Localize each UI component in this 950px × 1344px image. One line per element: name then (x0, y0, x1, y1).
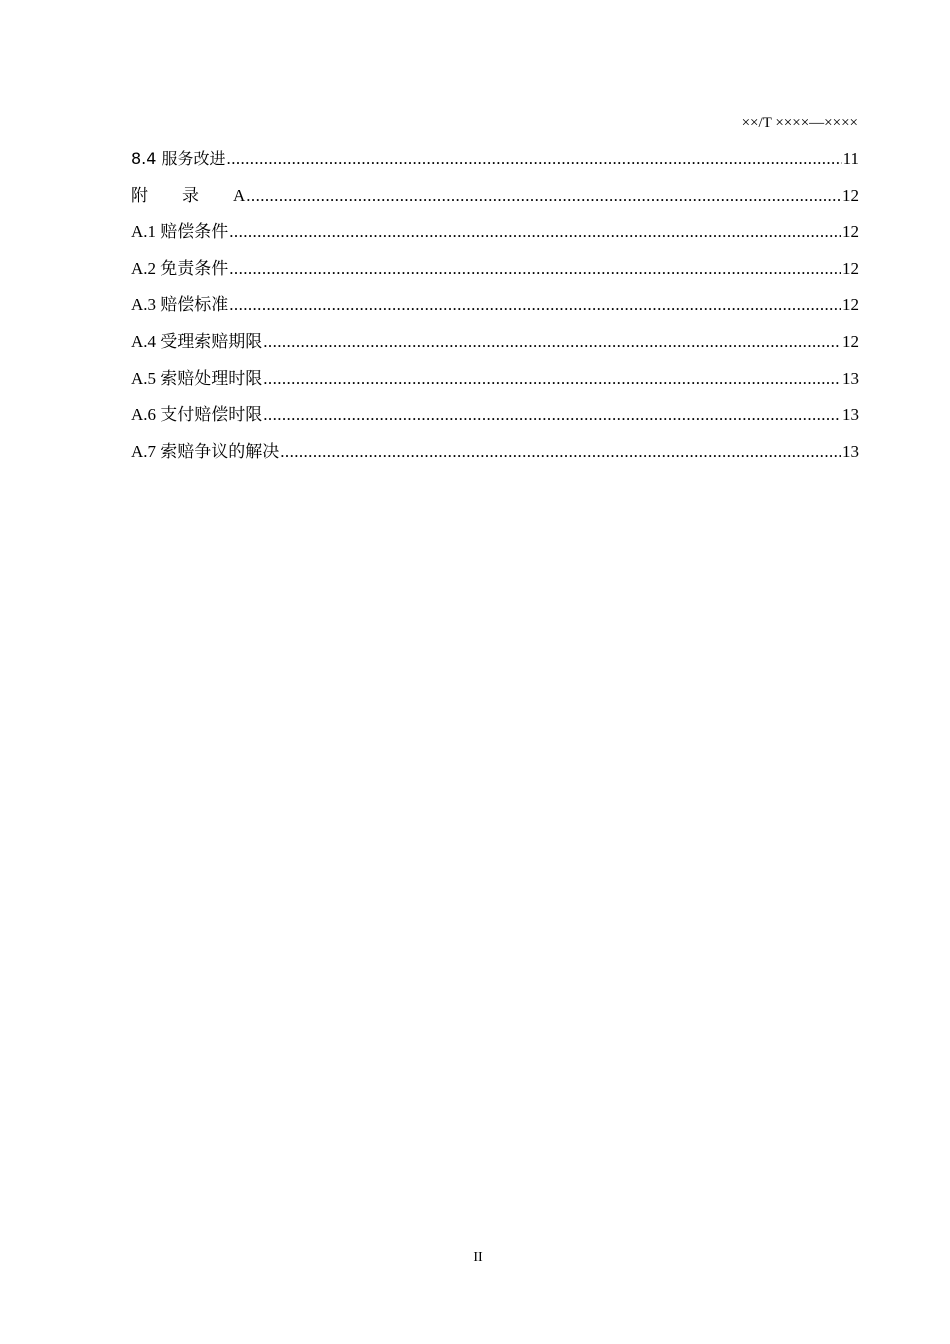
toc-entry-page: 12 (842, 222, 859, 242)
toc-entry-label: A.4 受理索赔期限 (131, 331, 263, 351)
toc-entry-8-4[interactable] (131, 147, 859, 184)
toc-entry-page: 12 (842, 331, 859, 351)
toc-entry-label: 附 录 A (131, 185, 246, 205)
toc-dot-leader (263, 403, 841, 427)
toc-dot-leader (229, 220, 841, 244)
toc-dot-leader (263, 330, 841, 354)
toc-dot-leader (227, 147, 842, 171)
toc-entry-a4[interactable] (131, 330, 859, 367)
toc-dot-leader (229, 257, 841, 281)
toc-entry-page: 11 (842, 149, 859, 168)
toc-entry-a2[interactable] (131, 257, 859, 294)
toc-entry-a6[interactable] (131, 403, 859, 440)
toc-entry-appendix-a[interactable] (131, 184, 859, 221)
toc-entry-a1[interactable] (131, 220, 859, 257)
toc-entry-page: 12 (842, 258, 859, 278)
toc-entry-page: 13 (842, 368, 859, 388)
toc-dot-leader (229, 293, 841, 317)
toc-entry-label: A.5 索赔处理时限 (131, 368, 263, 388)
table-of-contents (131, 147, 859, 476)
toc-entry-label: 8.4 服务改进 (131, 149, 226, 168)
toc-entry-label: A.3 赔偿标准 (131, 295, 229, 315)
toc-entry-page: 12 (842, 295, 859, 315)
toc-dot-leader (246, 184, 841, 208)
toc-entry-a7[interactable] (131, 440, 859, 477)
toc-entry-page: 13 (842, 441, 859, 461)
toc-dot-leader (263, 367, 841, 391)
toc-entry-page: 12 (842, 185, 859, 205)
toc-entry-label: A.1 赔偿条件 (131, 222, 229, 242)
toc-entry-a5[interactable] (131, 367, 859, 404)
toc-entry-a3[interactable] (131, 293, 859, 330)
toc-dot-leader (280, 440, 841, 464)
page-number: II (473, 1250, 483, 1265)
toc-entry-page: 13 (842, 405, 859, 425)
toc-entry-label: A.7 索赔争议的解决 (131, 441, 280, 461)
toc-entry-label: A.2 免责条件 (131, 258, 229, 278)
document-code: ××/T ××××—×××× (741, 115, 858, 131)
toc-entry-label: A.6 支付赔偿时限 (131, 405, 263, 425)
